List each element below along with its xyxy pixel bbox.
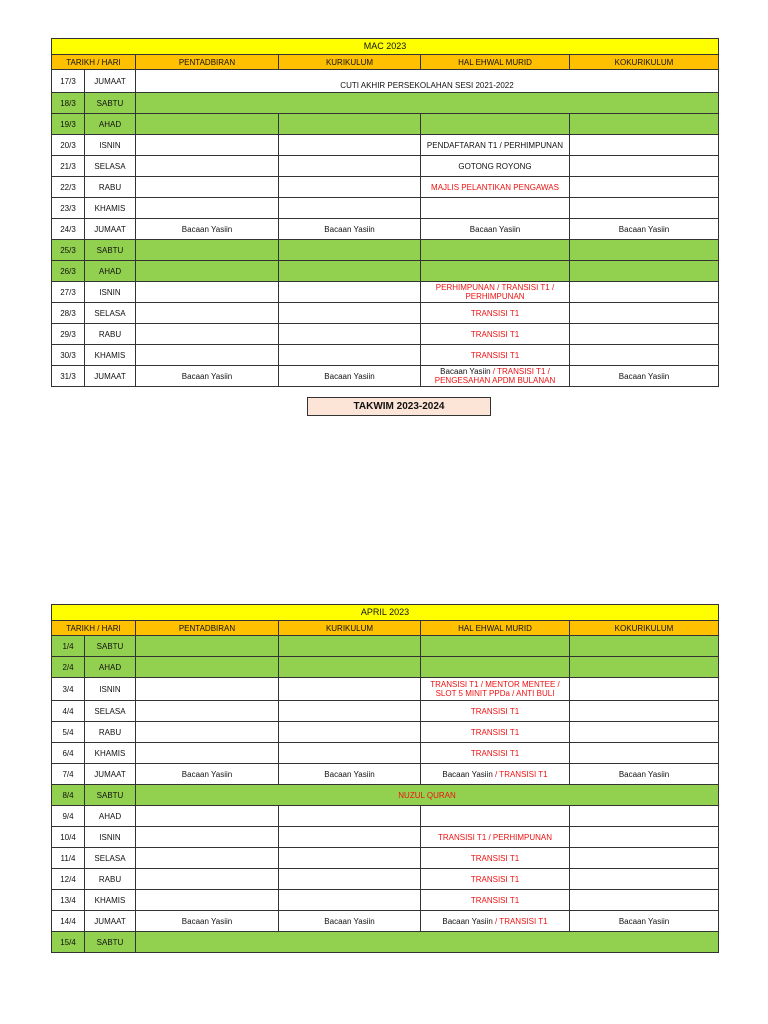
kokurikulum-cell <box>570 282 719 303</box>
table-row <box>52 743 719 764</box>
pentadbiran-cell <box>136 890 279 911</box>
table-row <box>52 282 719 303</box>
hem-cell: Bacaan Yasiin <box>421 219 570 240</box>
kurikulum-cell <box>279 869 421 890</box>
hem-line-2: PERHIMPUNAN <box>465 292 525 301</box>
weekend-cell <box>136 932 719 953</box>
day-cell: SABTU <box>85 636 136 657</box>
day-cell: AHAD <box>85 114 136 135</box>
kurikulum-cell <box>279 678 421 701</box>
day-cell: SELASA <box>85 303 136 324</box>
hem-cell: TRANSISI T1 <box>421 869 570 890</box>
table-row <box>52 345 719 366</box>
date-cell: 30/3 <box>52 345 85 366</box>
table-row <box>52 636 719 657</box>
hem-transisi-text: / TRANSISI T1 <box>492 769 548 779</box>
pentadbiran-cell <box>136 657 279 678</box>
pentadbiran-cell <box>136 303 279 324</box>
kurikulum-cell <box>279 701 421 722</box>
table-row <box>52 932 719 953</box>
table-row <box>52 722 719 743</box>
kurikulum-cell <box>279 240 421 261</box>
hem-cell <box>421 764 570 785</box>
day-cell: JUMAAT <box>85 764 136 785</box>
table-row <box>52 177 719 198</box>
hem-cell: TRANSISI T1 <box>421 324 570 345</box>
day-cell: RABU <box>85 177 136 198</box>
day-cell: SABTU <box>85 240 136 261</box>
kokurikulum-cell <box>570 156 719 177</box>
header-kokurikulum: KOKURIKULUM <box>570 55 719 70</box>
kokurikulum-cell <box>570 722 719 743</box>
pentadbiran-cell <box>136 177 279 198</box>
pentadbiran-cell <box>136 198 279 219</box>
hem-line-1: PERHIMPUNAN / TRANSISI T1 / <box>435 283 555 292</box>
month-title: MAC 2023 <box>52 39 719 55</box>
table-row <box>52 678 719 701</box>
kurikulum-cell <box>279 657 421 678</box>
header-kokurikulum: KOKURIKULUM <box>570 621 719 636</box>
pentadbiran-cell: Bacaan Yasiin <box>136 219 279 240</box>
day-cell: SABTU <box>85 93 136 114</box>
pentadbiran-cell: Bacaan Yasiin <box>136 366 279 387</box>
kokurikulum-cell <box>570 678 719 701</box>
kurikulum-cell: Bacaan Yasiin <box>279 764 421 785</box>
hem-cell: MAJLIS PELANTIKAN PENGAWAS <box>421 177 570 198</box>
kokurikulum-cell <box>570 869 719 890</box>
day-cell: SELASA <box>85 701 136 722</box>
kokurikulum-cell <box>570 324 719 345</box>
hem-transisi-text: / TRANSISI T1 / <box>490 367 550 376</box>
kurikulum-cell <box>279 177 421 198</box>
header-kurikulum: KURIKULUM <box>279 55 421 70</box>
date-cell: 2/4 <box>52 657 85 678</box>
hem-cell: TRANSISI T1 / PERHIMPUNAN <box>421 827 570 848</box>
header-hem: HAL EHWAL MURID <box>421 55 570 70</box>
pentadbiran-cell <box>136 827 279 848</box>
date-cell: 13/4 <box>52 890 85 911</box>
hem-cell: TRANSISI T1 <box>421 743 570 764</box>
table-row <box>52 806 719 827</box>
header-tarikh-hari: TARIKH / HARI <box>52 55 136 70</box>
date-cell: 22/3 <box>52 177 85 198</box>
pentadbiran-cell <box>136 240 279 261</box>
pentadbiran-cell <box>136 135 279 156</box>
kokurikulum-cell <box>570 827 719 848</box>
date-cell: 24/3 <box>52 219 85 240</box>
day-cell: KHAMIS <box>85 198 136 219</box>
pentadbiran-cell <box>136 869 279 890</box>
date-cell: 8/4 <box>52 785 85 806</box>
hem-cell: TRANSISI T1 <box>421 345 570 366</box>
kokurikulum-cell <box>570 657 719 678</box>
pentadbiran-cell <box>136 156 279 177</box>
day-cell: SABTU <box>85 932 136 953</box>
hem-cell <box>421 261 570 282</box>
date-cell: 11/4 <box>52 848 85 869</box>
table-row <box>52 114 719 135</box>
table-row <box>52 219 719 240</box>
date-cell: 12/4 <box>52 869 85 890</box>
table-row <box>52 198 719 219</box>
kokurikulum-cell <box>570 345 719 366</box>
day-cell: ISNIN <box>85 678 136 701</box>
kokurikulum-cell <box>570 890 719 911</box>
hem-cell: TRANSISI T1 <box>421 303 570 324</box>
day-cell: ISNIN <box>85 135 136 156</box>
kurikulum-cell <box>279 135 421 156</box>
kokurikulum-cell <box>570 848 719 869</box>
day-cell: JUMAAT <box>85 70 136 93</box>
kurikulum-cell <box>279 806 421 827</box>
hem-cell: TRANSISI T1 <box>421 722 570 743</box>
date-cell: 14/4 <box>52 911 85 932</box>
table-row <box>52 70 719 93</box>
kokurikulum-cell <box>570 743 719 764</box>
header-hem: HAL EHWAL MURID <box>421 621 570 636</box>
header-kurikulum: KURIKULUM <box>279 621 421 636</box>
kokurikulum-cell <box>570 303 719 324</box>
kurikulum-cell <box>279 261 421 282</box>
kurikulum-cell <box>279 282 421 303</box>
date-cell: 21/3 <box>52 156 85 177</box>
hem-cell <box>421 240 570 261</box>
day-cell: SELASA <box>85 848 136 869</box>
kokurikulum-cell: Bacaan Yasiin <box>570 366 719 387</box>
hem-yasiin-text: Bacaan Yasiin <box>442 769 493 779</box>
hem-line-2: SLOT 5 MINIT PPDa / ANTI BULI <box>435 689 555 698</box>
table-row <box>52 848 719 869</box>
hem-cell <box>421 198 570 219</box>
kokurikulum-cell: Bacaan Yasiin <box>570 219 719 240</box>
date-cell: 5/4 <box>52 722 85 743</box>
kurikulum-cell <box>279 636 421 657</box>
kurikulum-cell <box>279 114 421 135</box>
date-cell: 18/3 <box>52 93 85 114</box>
day-cell: SELASA <box>85 156 136 177</box>
kurikulum-cell <box>279 303 421 324</box>
pentadbiran-cell <box>136 743 279 764</box>
kokurikulum-cell: Bacaan Yasiin <box>570 764 719 785</box>
kokurikulum-cell <box>570 261 719 282</box>
kokurikulum-cell <box>570 240 719 261</box>
kokurikulum-cell <box>570 701 719 722</box>
date-cell: 9/4 <box>52 806 85 827</box>
table-row <box>52 261 719 282</box>
day-cell: SABTU <box>85 785 136 806</box>
table-row <box>52 911 719 932</box>
day-cell: KHAMIS <box>85 743 136 764</box>
hem-cell <box>421 657 570 678</box>
kurikulum-cell: Bacaan Yasiin <box>279 911 421 932</box>
header-pentadbiran: PENTADBIRAN <box>136 621 279 636</box>
kurikulum-cell <box>279 743 421 764</box>
pentadbiran-cell <box>136 114 279 135</box>
hem-cell: TRANSISI T1 <box>421 848 570 869</box>
weekend-cell <box>136 93 719 114</box>
date-cell: 15/4 <box>52 932 85 953</box>
table-row <box>52 93 719 114</box>
pentadbiran-cell: Bacaan Yasiin <box>136 911 279 932</box>
header-pentadbiran: PENTADBIRAN <box>136 55 279 70</box>
hem-cell <box>421 282 570 303</box>
pentadbiran-cell <box>136 722 279 743</box>
table-row <box>52 890 719 911</box>
hem-cell: GOTONG ROYONG <box>421 156 570 177</box>
kokurikulum-cell <box>570 114 719 135</box>
hem-cell <box>421 636 570 657</box>
day-cell: AHAD <box>85 657 136 678</box>
date-cell: 7/4 <box>52 764 85 785</box>
hem-transisi-text: / TRANSISI T1 <box>492 916 548 926</box>
hem-cell <box>421 911 570 932</box>
header-tarikh-hari: TARIKH / HARI <box>52 621 136 636</box>
kurikulum-cell <box>279 827 421 848</box>
table-row <box>52 156 719 177</box>
hem-cell: PENDAFTARAN T1 / PERHIMPUNAN <box>421 135 570 156</box>
hem-line-1: TRANSISI T1 / MENTOR MENTEE / <box>430 680 560 689</box>
kokurikulum-cell <box>570 806 719 827</box>
day-cell: AHAD <box>85 261 136 282</box>
date-cell: 19/3 <box>52 114 85 135</box>
pentadbiran-cell <box>136 345 279 366</box>
hem-yasiin-text: Bacaan Yasiin <box>440 367 491 376</box>
holiday-banner: NUZUL QURAN <box>136 785 719 806</box>
pentadbiran-cell <box>136 636 279 657</box>
mac-2023-table <box>51 38 719 387</box>
date-cell: 1/4 <box>52 636 85 657</box>
table-row <box>52 785 719 806</box>
kokurikulum-cell <box>570 135 719 156</box>
pentadbiran-cell <box>136 261 279 282</box>
day-cell: KHAMIS <box>85 890 136 911</box>
kurikulum-cell <box>279 722 421 743</box>
date-cell: 29/3 <box>52 324 85 345</box>
day-cell: KHAMIS <box>85 345 136 366</box>
pentadbiran-cell <box>136 678 279 701</box>
day-cell: ISNIN <box>85 282 136 303</box>
kurikulum-cell <box>279 890 421 911</box>
date-cell: 25/3 <box>52 240 85 261</box>
date-cell: 26/3 <box>52 261 85 282</box>
hem-cell: TRANSISI T1 <box>421 701 570 722</box>
table-row <box>52 240 719 261</box>
table-row <box>52 366 719 387</box>
hem-line-1 <box>423 367 567 376</box>
pentadbiran-cell <box>136 701 279 722</box>
pentadbiran-cell <box>136 806 279 827</box>
date-cell: 10/4 <box>52 827 85 848</box>
pentadbiran-cell <box>136 282 279 303</box>
date-cell: 4/4 <box>52 701 85 722</box>
kurikulum-cell <box>279 345 421 366</box>
date-cell: 6/4 <box>52 743 85 764</box>
date-cell: 31/3 <box>52 366 85 387</box>
kurikulum-cell <box>279 156 421 177</box>
hem-yasiin-text: Bacaan Yasiin <box>442 916 493 926</box>
date-cell: 20/3 <box>52 135 85 156</box>
april-2023-table <box>51 604 719 953</box>
table-row <box>52 869 719 890</box>
day-cell: ISNIN <box>85 827 136 848</box>
table-row <box>52 324 719 345</box>
kokurikulum-cell <box>570 177 719 198</box>
kurikulum-cell <box>279 198 421 219</box>
month-title: APRIL 2023 <box>52 605 719 621</box>
kokurikulum-cell: Bacaan Yasiin <box>570 911 719 932</box>
holiday-banner: CUTI AKHIR PERSEKOLAHAN SESI 2021-2022 <box>136 70 719 93</box>
takwim-label: TAKWIM 2023-2024 <box>307 397 491 416</box>
hem-cell <box>421 678 570 701</box>
day-cell: JUMAAT <box>85 911 136 932</box>
table-row <box>52 657 719 678</box>
kurikulum-cell: Bacaan Yasiin <box>279 219 421 240</box>
table-row <box>52 764 719 785</box>
day-cell: RABU <box>85 324 136 345</box>
pentadbiran-cell: Bacaan Yasiin <box>136 764 279 785</box>
hem-line-2: PENGESAHAN APDM BULANAN <box>434 376 556 385</box>
date-cell: 28/3 <box>52 303 85 324</box>
hem-cell <box>421 366 570 387</box>
hem-cell: TRANSISI T1 <box>421 890 570 911</box>
hem-cell <box>421 114 570 135</box>
table-row <box>52 701 719 722</box>
day-cell: AHAD <box>85 806 136 827</box>
day-cell: JUMAAT <box>85 219 136 240</box>
date-cell: 3/4 <box>52 678 85 701</box>
kokurikulum-cell <box>570 636 719 657</box>
pentadbiran-cell <box>136 848 279 869</box>
day-cell: RABU <box>85 722 136 743</box>
pentadbiran-cell <box>136 324 279 345</box>
kokurikulum-cell <box>570 198 719 219</box>
kurikulum-cell <box>279 324 421 345</box>
table-row <box>52 827 719 848</box>
day-cell: JUMAAT <box>85 366 136 387</box>
hem-cell <box>421 806 570 827</box>
date-cell: 27/3 <box>52 282 85 303</box>
day-cell: RABU <box>85 869 136 890</box>
date-cell: 23/3 <box>52 198 85 219</box>
kurikulum-cell: Bacaan Yasiin <box>279 366 421 387</box>
kurikulum-cell <box>279 848 421 869</box>
table-row <box>52 303 719 324</box>
table-row <box>52 135 719 156</box>
date-cell: 17/3 <box>52 70 85 93</box>
